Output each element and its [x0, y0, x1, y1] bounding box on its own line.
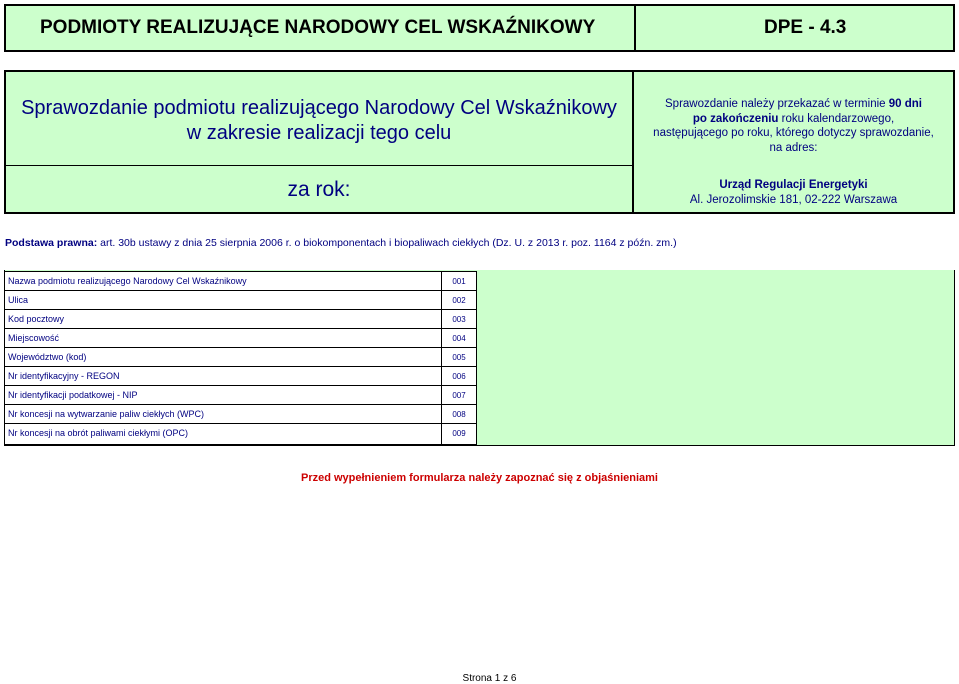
- field-row[interactable]: [4, 423, 477, 445]
- instr-after: po zakończeniu: [692, 112, 779, 125]
- form-header: [4, 4, 955, 52]
- field-code: 002: [452, 296, 466, 305]
- field-code: 008: [452, 410, 466, 419]
- field-label: Miejscowość: [5, 329, 442, 349]
- report-title: [4, 70, 634, 166]
- field-code: 007: [452, 391, 466, 400]
- field-label: Nr koncesji na obrót paliwami ciekłymi (OPC): [5, 424, 442, 444]
- page-number: Strona 1 z 6: [462, 673, 517, 684]
- field-code: 001: [452, 277, 466, 286]
- warning-note: Przed wypełnieniem formularza należy zapoznać się z objaśnieniami: [300, 472, 658, 484]
- instr-d: roku kalendarzowego,: [778, 112, 895, 125]
- legal-basis-text: art. 30b ustawy z dnia 25 sierpnia 2006 r. o biokomponentach i biopaliwach ciekłych (Dz. U. z 2013 r. poz. 1164 z późn. zm.): [97, 237, 677, 249]
- form-code: DPE - 4.3: [764, 17, 847, 38]
- instr-a: Sprawozdanie należy przekazać w terminie: [665, 98, 889, 110]
- legal-basis-label: Podstawa prawna:: [5, 237, 98, 249]
- field-label: Kod pocztowy: [5, 310, 442, 330]
- office-address: Al. Jerozolimskie 181, 02-222 Warszawa: [689, 193, 898, 206]
- field-code: 006: [452, 372, 466, 381]
- instr-e: następującego po roku, którego dotyczy sprawozdanie,: [653, 127, 934, 139]
- report-title-line2: w zakresie realizacji tego celu: [186, 122, 452, 144]
- field-label: Nr identyfikacyjny - REGON: [5, 367, 442, 387]
- year-label: za rok:: [4, 165, 634, 214]
- instr-deadline: 90 dni: [888, 98, 922, 110]
- submission-instructions: [633, 70, 955, 214]
- office-name: Urząd Regulacji Energetyki: [719, 179, 868, 191]
- instr-f: na adres:: [769, 141, 818, 154]
- field-code: 004: [452, 334, 466, 343]
- legal-basis: [5, 237, 677, 249]
- field-code: 009: [452, 429, 466, 438]
- field-code: 003: [452, 315, 466, 324]
- field-label: Nr koncesji na wytwarzanie paliw ciekłych (WPC): [5, 405, 442, 425]
- field-label: Ulica: [5, 291, 442, 311]
- field-label: Nazwa podmiotu realizującego Narodowy Cel Wskaźnikowy: [5, 272, 442, 292]
- field-label: Województwo (kod): [5, 348, 442, 368]
- field-label: Nr identyfikacji podatkowej - NIP: [5, 386, 442, 406]
- report-title-line1: Sprawozdanie podmiotu realizującego Narodowy Cel Wskaźnikowy: [21, 97, 617, 119]
- field-code: 005: [452, 353, 466, 362]
- header-title: PODMIOTY REALIZUJĄCE NARODOWY CEL WSKAŹNIKOWY: [6, 6, 636, 50]
